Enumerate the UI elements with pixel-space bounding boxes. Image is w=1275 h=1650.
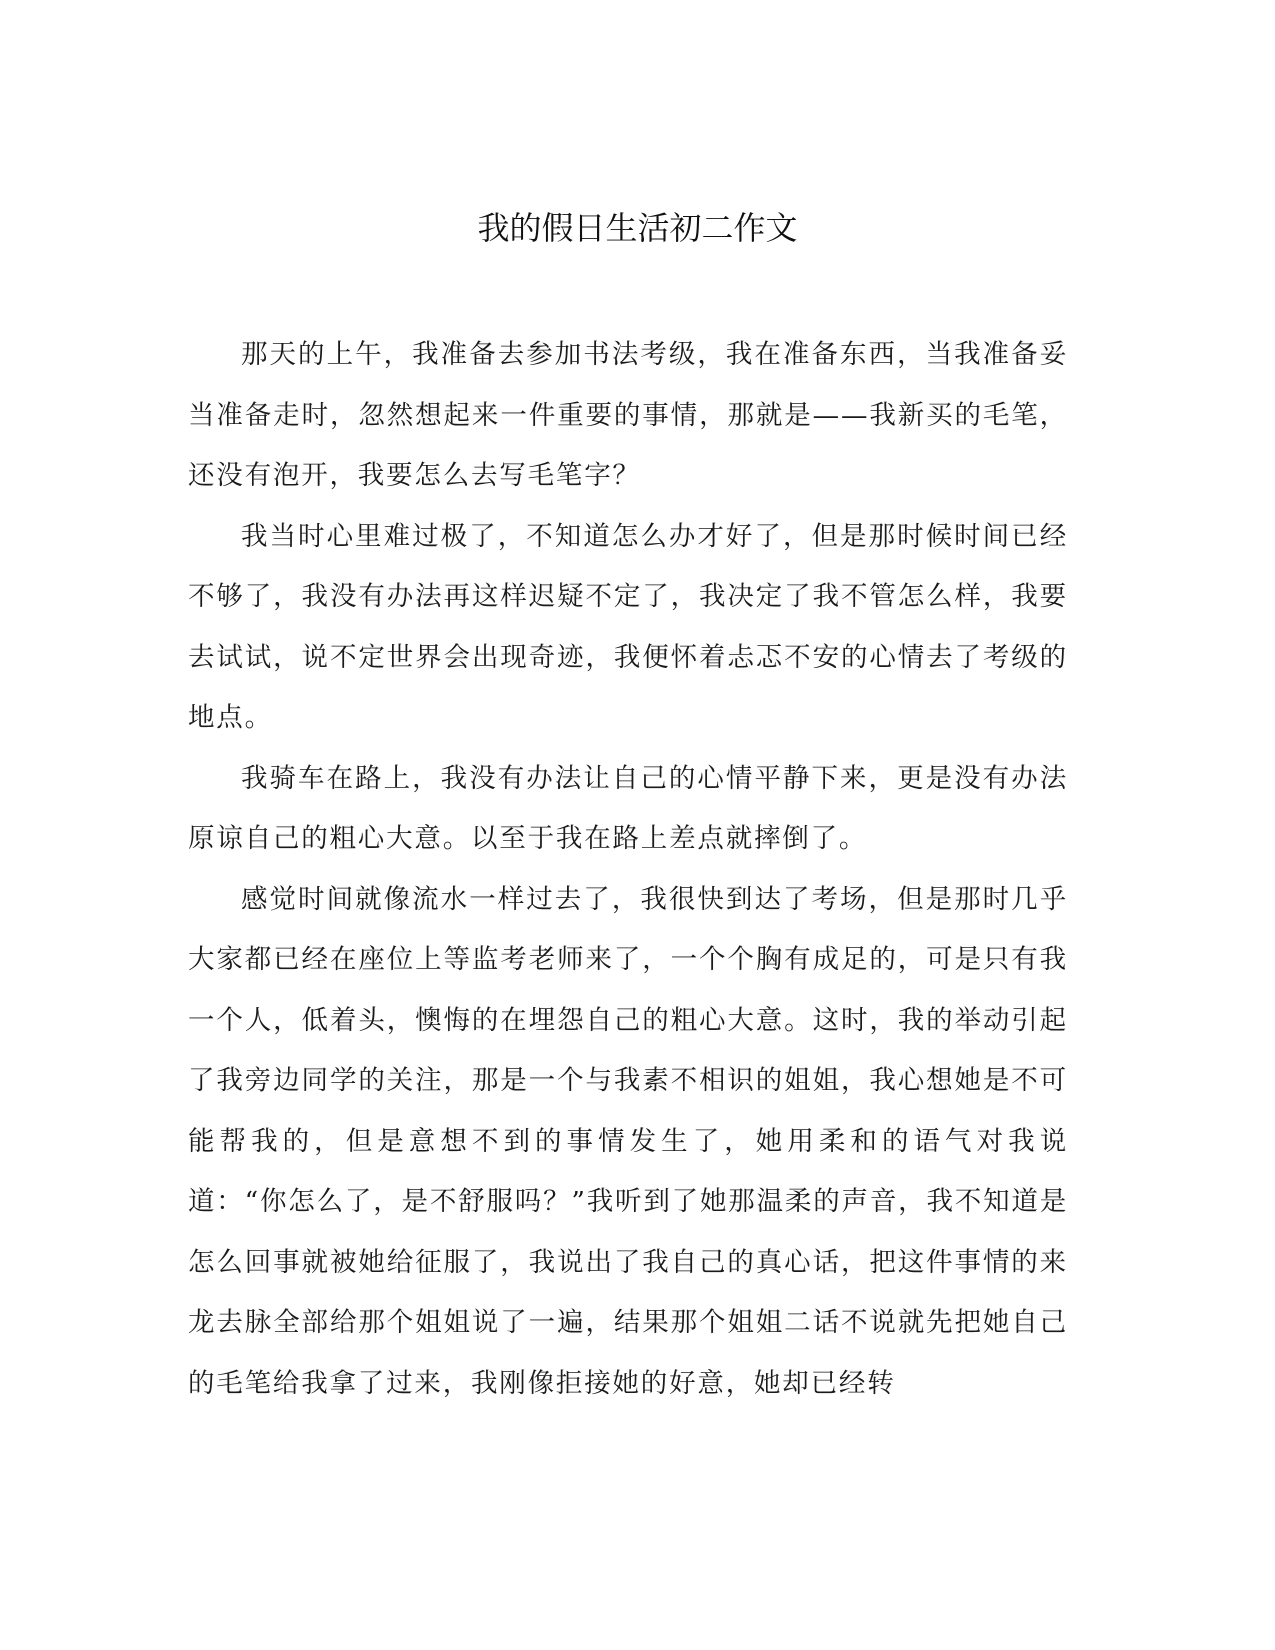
document-title: 我的假日生活初二作文 (477, 209, 798, 247)
paragraph-4: 感觉时间就像流水一样过去了，我很快到达了考场，但是那时几乎大家都已经在座位上等监考老师来了，一个个胸有成足的，可是只有我一个人，低着头，懊悔的在埋怨自己的粗心大意。这时，我的举动引起了我旁边同学的关注，那是一个与我素不相识的姐姐，我心想她是不可能帮我的，但是意想不到的事情发生了，她用柔和的语气对我说道：“你怎么了，是不舒服吗？”我听到了她那温柔的声音，我不知道是怎么回事就被她给征服了，我说出了我自己的真心话，把这件事情的来龙去脉全部给那个姐姐说了一遍，结果那个姐姐二话不说就先把她自己的毛笔给我拿了过来，我刚像拒接她的好意，她却已经转 (188, 883, 1068, 1399)
document-body (188, 325, 1068, 1414)
paragraph-1: 那天的上午，我准备去参加书法考级，我在准备东西，当我准备妥当准备走时，忽然想起来一件重要的事情，那就是——我新买的毛笔，还没有泡开，我要怎么去写毛笔字？ (188, 339, 1068, 491)
paragraph-3: 我骑车在路上，我没有办法让自己的心情平静下来，更是没有办法原谅自己的粗心大意。以至于我在路上差点就摔倒了。 (188, 762, 1068, 854)
paragraph-2: 我当时心里难过极了，不知道怎么办才好了，但是那时候时间已经不够了，我没有办法再这样迟疑不定了，我决定了我不管怎么样，我要去试试，说不定世界会出现奇迹，我便怀着忐忑不安的心情去了考级的地点。 (188, 520, 1068, 733)
